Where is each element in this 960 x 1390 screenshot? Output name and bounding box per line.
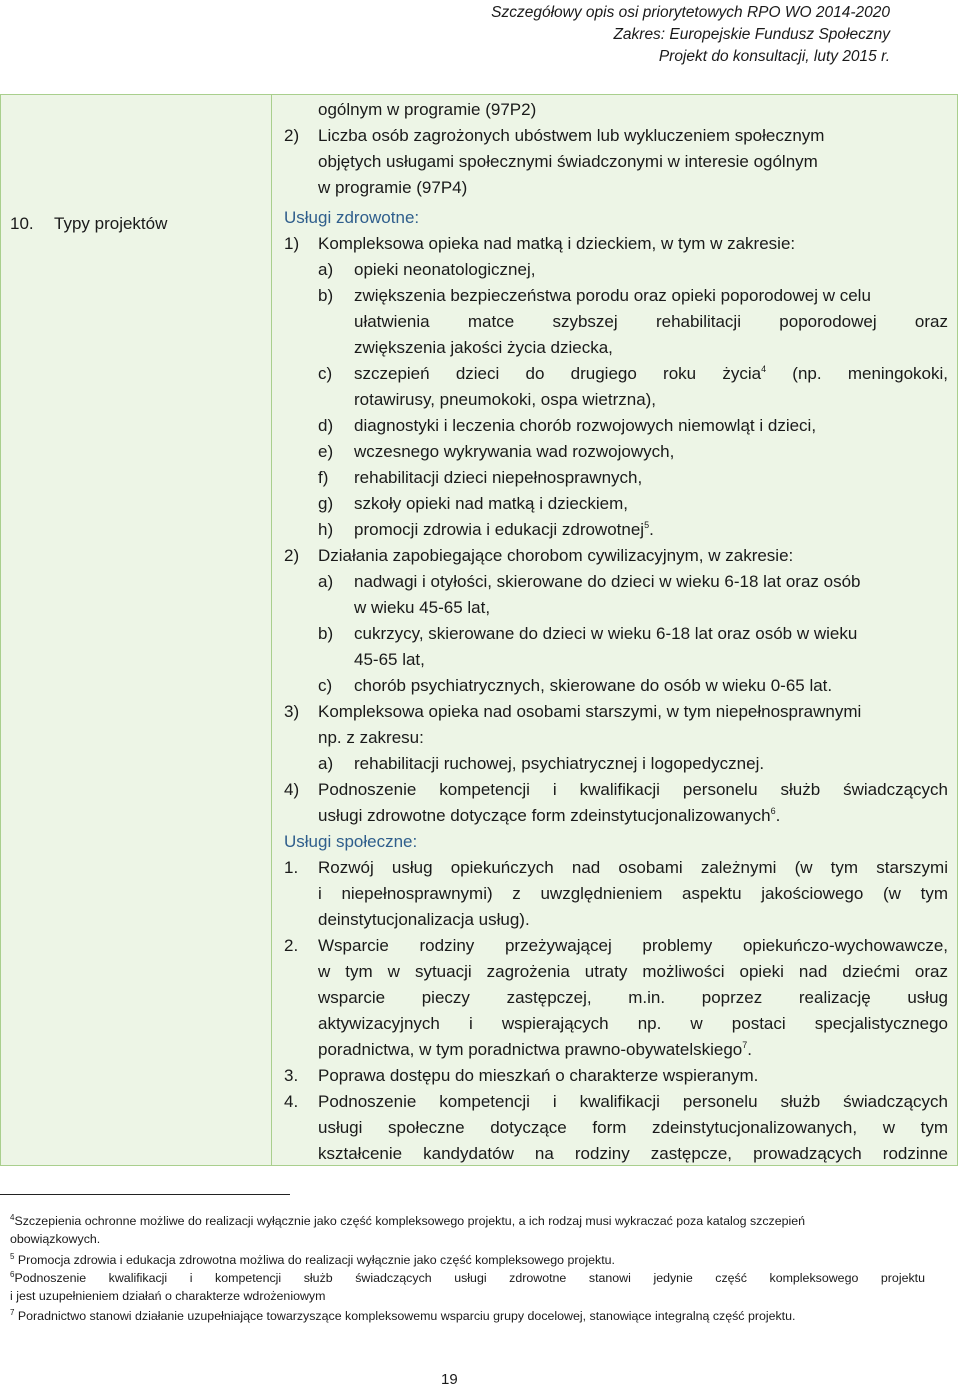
sub-item: zwiększenia bezpieczeństwa porodu oraz opieki poporodowej w celu (354, 286, 871, 305)
list-marker: 2) (284, 126, 300, 145)
sub-item: rehabilitacji dzieci niepełnosprawnych, (354, 468, 643, 487)
list-item: usługi społeczne dotyczące form zdeinstytucjonalizowanych, w tym (318, 1118, 948, 1137)
sub-item: w wieku 45-65 lat, (354, 598, 491, 617)
footnote-6 (10, 1269, 925, 1287)
footnote-4-cont: obowiązkowych. (10, 1232, 101, 1246)
sub-item: szkoły opieki nad matką i dzieckiem, (354, 494, 629, 513)
list-item: i niepełnosprawnymi) z uwzględnieniem aspektu jakościowego (w tym (318, 884, 948, 903)
list-item-text: . (775, 806, 781, 825)
indicator-line: objętych usługami społecznymi świadczonymi w interesie ogólnym (318, 152, 818, 171)
list-marker: 4) (284, 780, 300, 799)
footnote-number: 6 (10, 1270, 15, 1279)
sub-item: rehabilitacji ruchowej, psychiatrycznej i logopedycznej. (354, 754, 765, 773)
list-item: Kompleksowa opieka nad osobami starszymi, w tym niepełnosprawnymi (318, 702, 862, 721)
indicator-line: ogólnym w programie (97P2) (318, 100, 537, 119)
list-item: Podnoszenie kompetencji i kwalifikacji personelu służb świadczących (318, 1092, 948, 1111)
footnote-text: Promocja zdrowia i edukacja zdrowotna możliwa do realizacji wyłącznie jako część kompleksowego projektu. (14, 1253, 615, 1267)
section-heading-health: Usługi zdrowotne: (284, 208, 420, 227)
list-marker: a) (318, 754, 334, 773)
list-marker: h) (318, 520, 334, 539)
sub-item: ułatwienia matce szybszej rehabilitacji poporodowej oraz (354, 312, 948, 331)
document-header (491, 2, 890, 68)
row-label-cell (1, 95, 272, 1165)
list-marker: a) (318, 572, 334, 591)
row-title: Typy projektów (54, 214, 168, 233)
sub-item (354, 517, 654, 543)
list-marker: 3) (284, 702, 300, 721)
footnote-number: 7 (10, 1308, 15, 1317)
list-item: Działania zapobiegające chorobom cywilizacyjnym, w zakresie: (318, 546, 794, 565)
list-item (318, 1037, 752, 1063)
sub-item-text: (np. meningokoki, (766, 364, 948, 383)
footnote-text: Podnoszenie kwalifikacji i kompetencji służb świadczących usługi zdrowotne stanowi jedynie część kompleksowego projektu (14, 1271, 925, 1285)
sub-item: 45-65 lat, (354, 650, 425, 669)
footnote-separator (0, 1194, 290, 1195)
row-label (10, 211, 167, 237)
list-item: wsparcie pieczy zastępczej, m.in. poprzez realizację usług (318, 988, 948, 1007)
footnote-4 (10, 1212, 935, 1230)
list-marker: 1. (284, 858, 299, 877)
list-item: aktywizacyjnych i wspierających np. w postaci specjalistycznego (318, 1014, 948, 1033)
sub-item-text: . (649, 520, 654, 539)
header-status: Projekt do konsultacji, luty 2015 r. (658, 48, 890, 65)
list-marker: b) (318, 624, 334, 643)
list-item: np. z zakresu: (318, 728, 424, 747)
list-item: deinstytucjonalizacja usług). (318, 910, 530, 929)
page-number: 19 (441, 1371, 458, 1388)
list-item (318, 803, 780, 829)
sub-item: cukrzycy, skierowane do dzieci w wieku 6-18 lat oraz osób w wieku (354, 624, 858, 643)
list-item: w tym w sytuacji zagrożenia utraty możliwości opieki nad dziećmi oraz (318, 962, 948, 981)
sub-item-text: promocji zdrowia i edukacji zdrowotnej (354, 520, 645, 539)
footnote-number: 4 (10, 1213, 15, 1222)
indicator-line: Liczba osób zagrożonych ubóstwem lub wykluczeniem społecznym (318, 126, 825, 145)
footnote-6-cont: i jest uzupełnieniem działań o charakterze wdrożeniowym (10, 1289, 326, 1303)
list-marker: a) (318, 260, 334, 279)
list-marker: 1) (284, 234, 300, 253)
list-marker: 4. (284, 1092, 299, 1111)
list-marker: e) (318, 442, 334, 461)
sub-item-text: szczepień dzieci do drugiego roku życia (354, 364, 762, 383)
sub-item: zwiększenia jakości życia dziecka, (354, 338, 613, 357)
list-marker: 3. (284, 1066, 299, 1085)
row-content-cell (273, 95, 957, 1165)
indicator-line: w programie (97P4) (318, 178, 468, 197)
list-item-text: poradnictwa, w tym poradnictwa prawno-obywatelskiego (318, 1040, 743, 1059)
list-marker: b) (318, 286, 334, 305)
list-marker: g) (318, 494, 334, 513)
footnote-ref: 7 (742, 1040, 748, 1050)
list-item: kształcenie kandydatów na rodziny zastępcze, prowadzących rodzinne (318, 1144, 948, 1163)
list-item: Podnoszenie kompetencji i kwalifikacji personelu służb świadczących (318, 780, 948, 799)
sub-item: diagnostyki i leczenia chorób rozwojowych niemowląt i dzieci, (354, 416, 817, 435)
list-marker: d) (318, 416, 334, 435)
header-scope: Zakres: Europejskie Fundusz Społeczny (613, 26, 890, 43)
project-types-table (0, 94, 958, 1166)
list-marker: c) (318, 676, 333, 695)
sub-item: nadwagi i otyłości, skierowane do dzieci w wieku 6-18 lat oraz osób (354, 572, 861, 591)
list-item: Poprawa dostępu do mieszkań o charakterze wspieranym. (318, 1066, 759, 1085)
section-heading-social: Usługi społeczne: (284, 832, 418, 851)
sub-item (354, 361, 948, 387)
list-item-text: usługi zdrowotne dotyczące form zdeinstytucjonalizowanych (318, 806, 771, 825)
footnote-5 (10, 1251, 615, 1269)
header-title: Szczegółowy opis osi priorytetowych RPO WO 2014-2020 (491, 4, 890, 21)
sub-item: opieki neonatologicznej, (354, 260, 536, 279)
sub-item: wczesnego wykrywania wad rozwojowych, (354, 442, 675, 461)
list-marker: f) (318, 468, 329, 487)
footnote-text: Szczepienia ochronne możliwe do realizacji wyłącznie jako część kompleksowego projektu, a ich rodzaj musi wykraczać poza katalog szczepień (14, 1214, 806, 1228)
footnote-7 (10, 1307, 795, 1325)
list-marker: 2. (284, 936, 299, 955)
list-marker: 2) (284, 546, 300, 565)
list-item: Rozwój usług opiekuńczych nad osobami zależnymi (w tym starszymi (318, 858, 948, 877)
footnote-ref: 4 (761, 364, 767, 374)
sub-item: rotawirusy, pneumokoki, ospa wietrzna), (354, 390, 657, 409)
footnote-ref: 6 (770, 806, 776, 816)
list-item: Kompleksowa opieka nad matką i dzieckiem, w tym w zakresie: (318, 234, 796, 253)
footnote-ref: 5 (644, 520, 650, 530)
row-number: 10. (10, 214, 34, 233)
list-item-text: . (747, 1040, 753, 1059)
list-item: Wsparcie rodziny przeżywającej problemy opiekuńczo-wychowawcze, (318, 936, 948, 955)
sub-item: chorób psychiatrycznych, skierowane do osób w wieku 0-65 lat. (354, 676, 833, 695)
footnote-number: 5 (10, 1252, 15, 1261)
footnote-text: Poradnictwo stanowi działanie uzupełniające towarzyszące kompleksowemu wsparciu grupy docelowej, stanowiące integralną część projektu. (14, 1309, 796, 1323)
list-marker: c) (318, 364, 333, 383)
